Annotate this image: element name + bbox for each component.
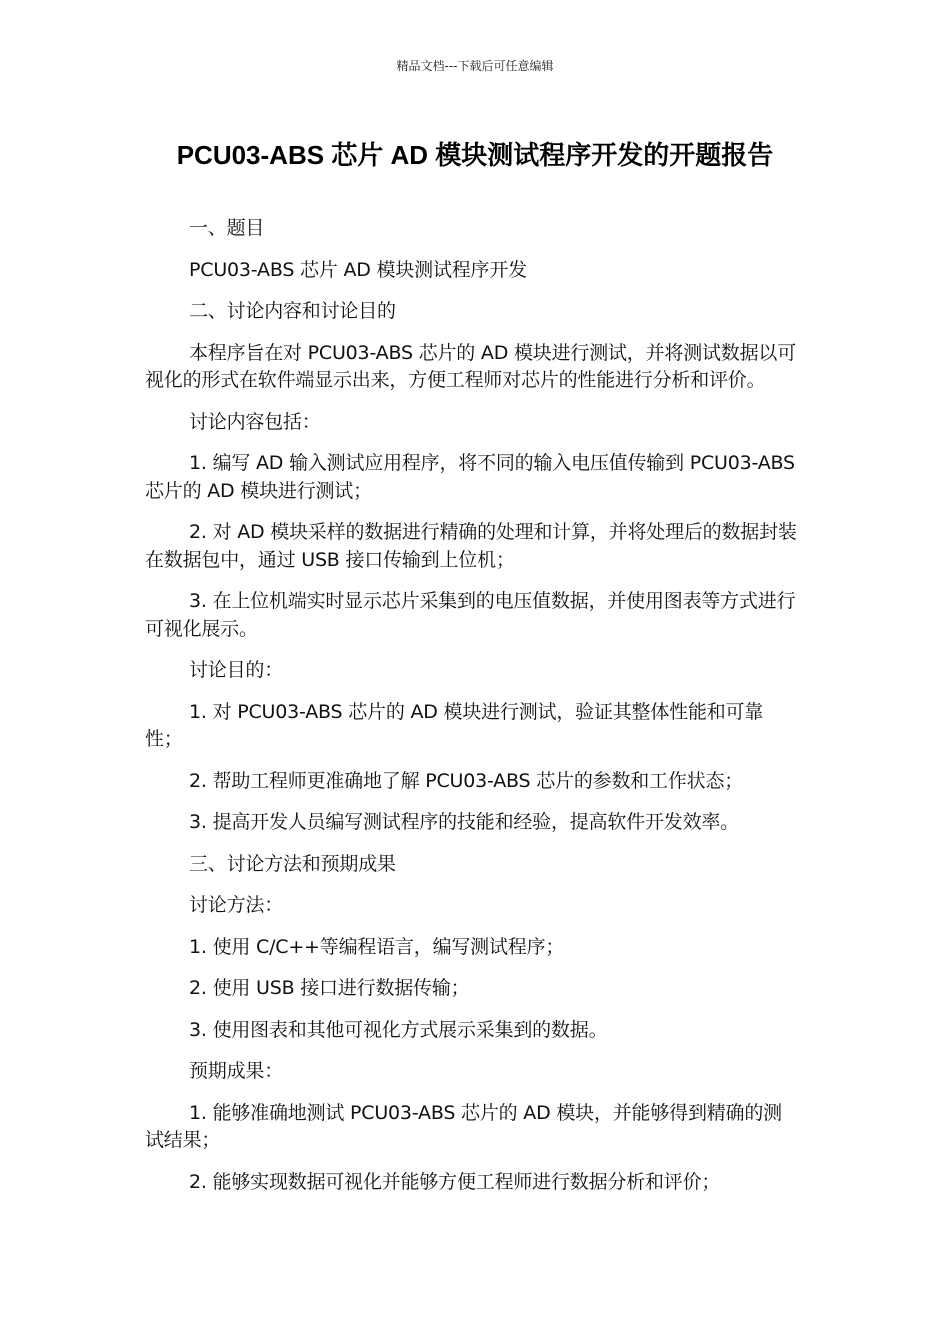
heading-topic: 一、题目 <box>189 217 265 239</box>
content-item-1: 1. 编写 AD 输入测试应用程序，将不同的输入电压值传输到 PCU03-ABS 芯片的 AD 模块进行测试； <box>145 452 795 502</box>
intro-paragraph: 本程序旨在对 PCU03-ABS 芯片的 AD 模块进行测试，并将测试数据以可视化的形式在软件端显示出来，方便工程师对芯片的性能进行分析和评价。 <box>145 341 796 391</box>
heading-content-purpose: 二、讨论内容和讨论目的 <box>189 300 396 322</box>
result-item-2: 2. 能够实现数据可视化并能够方便工程师进行数据分析和评价； <box>189 1170 721 1193</box>
content-item-3: 3. 在上位机端实时显示芯片采集到的电压值数据，并使用图表等方式进行可视化展示。 <box>145 590 796 640</box>
subheading-results: 预期成果： <box>189 1060 284 1082</box>
method-item-1: 1. 使用 C/C++等编程语言，编写测试程序； <box>189 935 565 958</box>
subheading-content: 讨论内容包括： <box>189 410 321 433</box>
document-body <box>145 215 800 1210</box>
subheading-method: 讨论方法： <box>189 894 284 916</box>
method-item-3: 3. 使用图表和其他可视化方式展示采集到的数据。 <box>189 1018 608 1041</box>
result-item-1: 1. 能够准确地测试 PCU03-ABS 芯片的 AD 模块，并能够得到精确的测试结果； <box>145 1101 782 1151</box>
header-note: 精品文档---下载后可任意编辑 <box>396 59 554 73</box>
heading-method-results: 三、讨论方法和预期成果 <box>189 852 396 875</box>
purpose-item-1: 1. 对 PCU03-ABS 芯片的 AD 模块进行测试，验证其整体性能和可靠性； <box>145 700 764 750</box>
content-item-2: 2. 对 AD 模块采样的数据进行精确的处理和计算，并将处理后的数据封装在数据包中，通过 USB 接口传输到上位机； <box>145 521 797 571</box>
method-item-2: 2. 使用 USB 接口进行数据传输； <box>189 977 470 999</box>
purpose-item-2: 2. 帮助工程师更准确地了解 PCU03-ABS 芯片的参数和工作状态； <box>189 769 744 792</box>
purpose-item-3: 3. 提高开发人员编写测试程序的技能和经验，提高软件开发效率。 <box>189 811 739 833</box>
subheading-purpose: 讨论目的： <box>189 659 284 681</box>
topic-text: PCU03-ABS 芯片 AD 模块测试程序开发 <box>189 258 527 281</box>
document-title: PCU03-ABS 芯片 AD 模块测试程序开发的开题报告 <box>176 140 774 170</box>
